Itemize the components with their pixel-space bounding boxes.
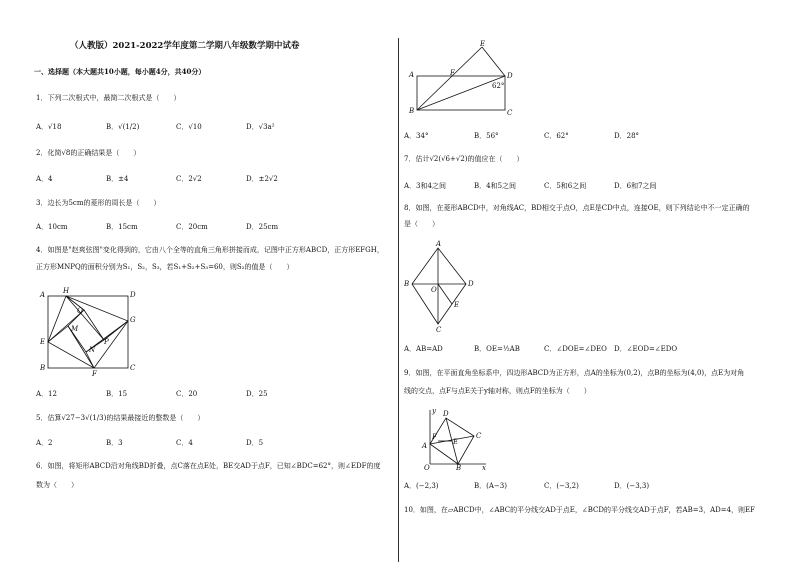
label-a: A [422, 442, 428, 450]
question-4-stem-line2: 正方形MNPQ的面积分别为S₁，S₂，S₃，若S₁+S₂+S₃=60，则S₂的值是（ ） [36, 263, 294, 271]
exam-title: （人教版）2021-2022学年度第二学期八年级数学期中试卷 [70, 41, 300, 51]
q6-option-d[interactable]: D．28° [614, 132, 640, 140]
label-d: D [130, 291, 136, 299]
q8-option-a[interactable]: A．AB=AD [404, 345, 443, 353]
q4-option-c[interactable]: C．20 [176, 390, 198, 398]
question-6-stem-line1: 6．如图，将矩形ABCD沿对角线BD折叠，点C落在点E处，BE交AD于点F，已知∠BDC=62°，则∠EDF的度 [36, 462, 381, 470]
label-x: x [482, 464, 486, 470]
question-5-stem: 5．估算√27−3√(1/3)的结果最接近的整数是（ ） [36, 414, 205, 422]
q2-option-d[interactable]: D．±2√2 [246, 175, 278, 183]
question-6-stem-line2: 数为（ ） [36, 481, 78, 489]
q8-rhombus-figure [404, 240, 484, 332]
q8-option-d[interactable]: D．∠EOD=∠EDO [614, 345, 678, 353]
q6-option-a[interactable]: A．34° [404, 132, 429, 140]
label-d: D [468, 280, 474, 288]
segment-ed [482, 47, 505, 76]
label-b: B [40, 364, 46, 372]
label-m: M [71, 325, 79, 333]
label-f: F [450, 69, 455, 77]
question-2-stem: 2．化简√8的正确结果是（ ） [36, 149, 141, 157]
q1-option-d[interactable]: D．√3a² [246, 123, 275, 131]
question-7-stem: 7．估计√2(√6+√2)的值应在（ ） [404, 155, 524, 163]
q9-option-c[interactable]: C．(−3,2) [544, 482, 579, 490]
label-b: B [409, 107, 415, 115]
q7-option-b[interactable]: B．4和5之间 [474, 182, 517, 190]
q2-option-a[interactable]: A．4 [36, 175, 53, 183]
label-c: C [507, 109, 513, 117]
q5-option-c[interactable]: C．4 [176, 439, 193, 447]
q9-option-b[interactable]: B．(A−3) [474, 482, 507, 490]
label-c: C [436, 326, 442, 332]
label-a: A [40, 291, 46, 299]
label-c: C [130, 364, 136, 372]
q5-option-b[interactable]: B．3 [106, 439, 123, 447]
label-o: O [424, 464, 430, 470]
q9-option-a[interactable]: A．(−2,3) [404, 482, 439, 490]
segment-be [417, 47, 482, 110]
label-e: E [454, 301, 460, 309]
q6-option-c[interactable]: C．62° [544, 132, 569, 140]
q6-rectangle-fold-figure [404, 40, 514, 120]
left-column [0, 0, 395, 562]
q3-option-d[interactable]: D．25cm [246, 223, 279, 231]
label-y: y [432, 407, 436, 415]
label-f: F [432, 433, 437, 441]
label-b: B [404, 280, 410, 288]
label-a: A [409, 71, 415, 79]
label-d: D [507, 72, 513, 80]
label-e: E [480, 40, 486, 48]
q4-option-b[interactable]: B．15 [106, 390, 128, 398]
question-3-stem: 3．边长为5cm的菱形的周长是（ ） [36, 199, 161, 207]
q7-option-d[interactable]: D．6和7之间 [614, 182, 657, 190]
label-a: A [436, 240, 442, 248]
q1-option-c[interactable]: C．√10 [176, 123, 202, 131]
question-9-stem-line1: 9．如图，在平面直角坐标系中，四边形ABCD为正方形，点A的坐标为(0,2)，点B的坐标为(4,0)，点E为对角 [404, 369, 745, 377]
label-f: F [92, 370, 97, 376]
label-e: E [40, 338, 46, 346]
q9-option-d[interactable]: D．(−3,3) [614, 482, 650, 490]
q5-option-d[interactable]: D．5 [246, 439, 264, 447]
q4-zhaoshuang-figure [36, 286, 142, 376]
q3-option-b[interactable]: B．15cm [106, 223, 138, 231]
q7-option-a[interactable]: A．3和4之间 [404, 182, 446, 190]
question-4-stem-line1: 4．如图是"赵爽弦图"变化得到的，它由八个全等的直角三角形拼接而成，记图中正方形ABCD，正方形EFGH， [36, 246, 384, 254]
label-g: G [130, 316, 136, 324]
label-c: C [476, 432, 482, 440]
q9-coordinate-square-figure [420, 406, 490, 470]
q1-option-a[interactable]: A．√18 [36, 123, 62, 131]
q8-option-b[interactable]: B．OE=½AB [474, 345, 520, 353]
label-d: D [443, 410, 449, 418]
label-p: P [104, 338, 109, 346]
label-q: Q [77, 307, 83, 315]
q1-option-b[interactable]: B．√(1/2) [106, 123, 140, 131]
question-10-stem: 10．如图，在▱ABCD中，∠ABC的平分线交AD于点E，∠BCD的平分线交AD于点F，若AB=3，AD=4，则EF [404, 506, 756, 514]
question-1-stem: 1．下列二次根式中，最简二次根式是（ ） [36, 94, 181, 102]
q7-option-c[interactable]: C．5和6之间 [544, 182, 587, 190]
question-8-stem-line2: 是（ ） [404, 220, 439, 228]
segment-oe [438, 284, 452, 304]
q2-option-b[interactable]: B．±4 [106, 175, 129, 183]
question-9-stem-line2: 线的交点，点F与点E关于y轴对称，则点F的坐标为（ ） [404, 387, 591, 395]
q3-option-a[interactable]: A．10cm [36, 223, 68, 231]
column-divider [398, 38, 399, 562]
question-8-stem-line1: 8．如图，在菱形ABCD中，对角线AC，BD相交于点O，点E是CD中点，连接OE，则下列结论中不一定正确的 [404, 204, 750, 212]
q4-option-d[interactable]: D．25 [246, 390, 268, 398]
angle-62: 62° [492, 82, 505, 90]
q8-option-c[interactable]: C．∠DOE=∠DEO [544, 345, 607, 353]
label-h: H [63, 287, 70, 295]
right-column [400, 0, 794, 562]
section-heading: 一、选择题（本大题共10小题，每小题4分，共40分） [34, 67, 206, 76]
label-e: E [453, 438, 459, 446]
q4-option-a[interactable]: A．12 [36, 390, 57, 398]
label-b: B [456, 464, 462, 470]
q5-option-a[interactable]: A．2 [36, 439, 53, 447]
q2-option-c[interactable]: C．2√2 [176, 175, 202, 183]
q6-option-b[interactable]: B．56° [474, 132, 499, 140]
label-o: O [431, 286, 437, 294]
q3-option-c[interactable]: C．20cm [176, 223, 208, 231]
label-n: N [89, 346, 96, 354]
